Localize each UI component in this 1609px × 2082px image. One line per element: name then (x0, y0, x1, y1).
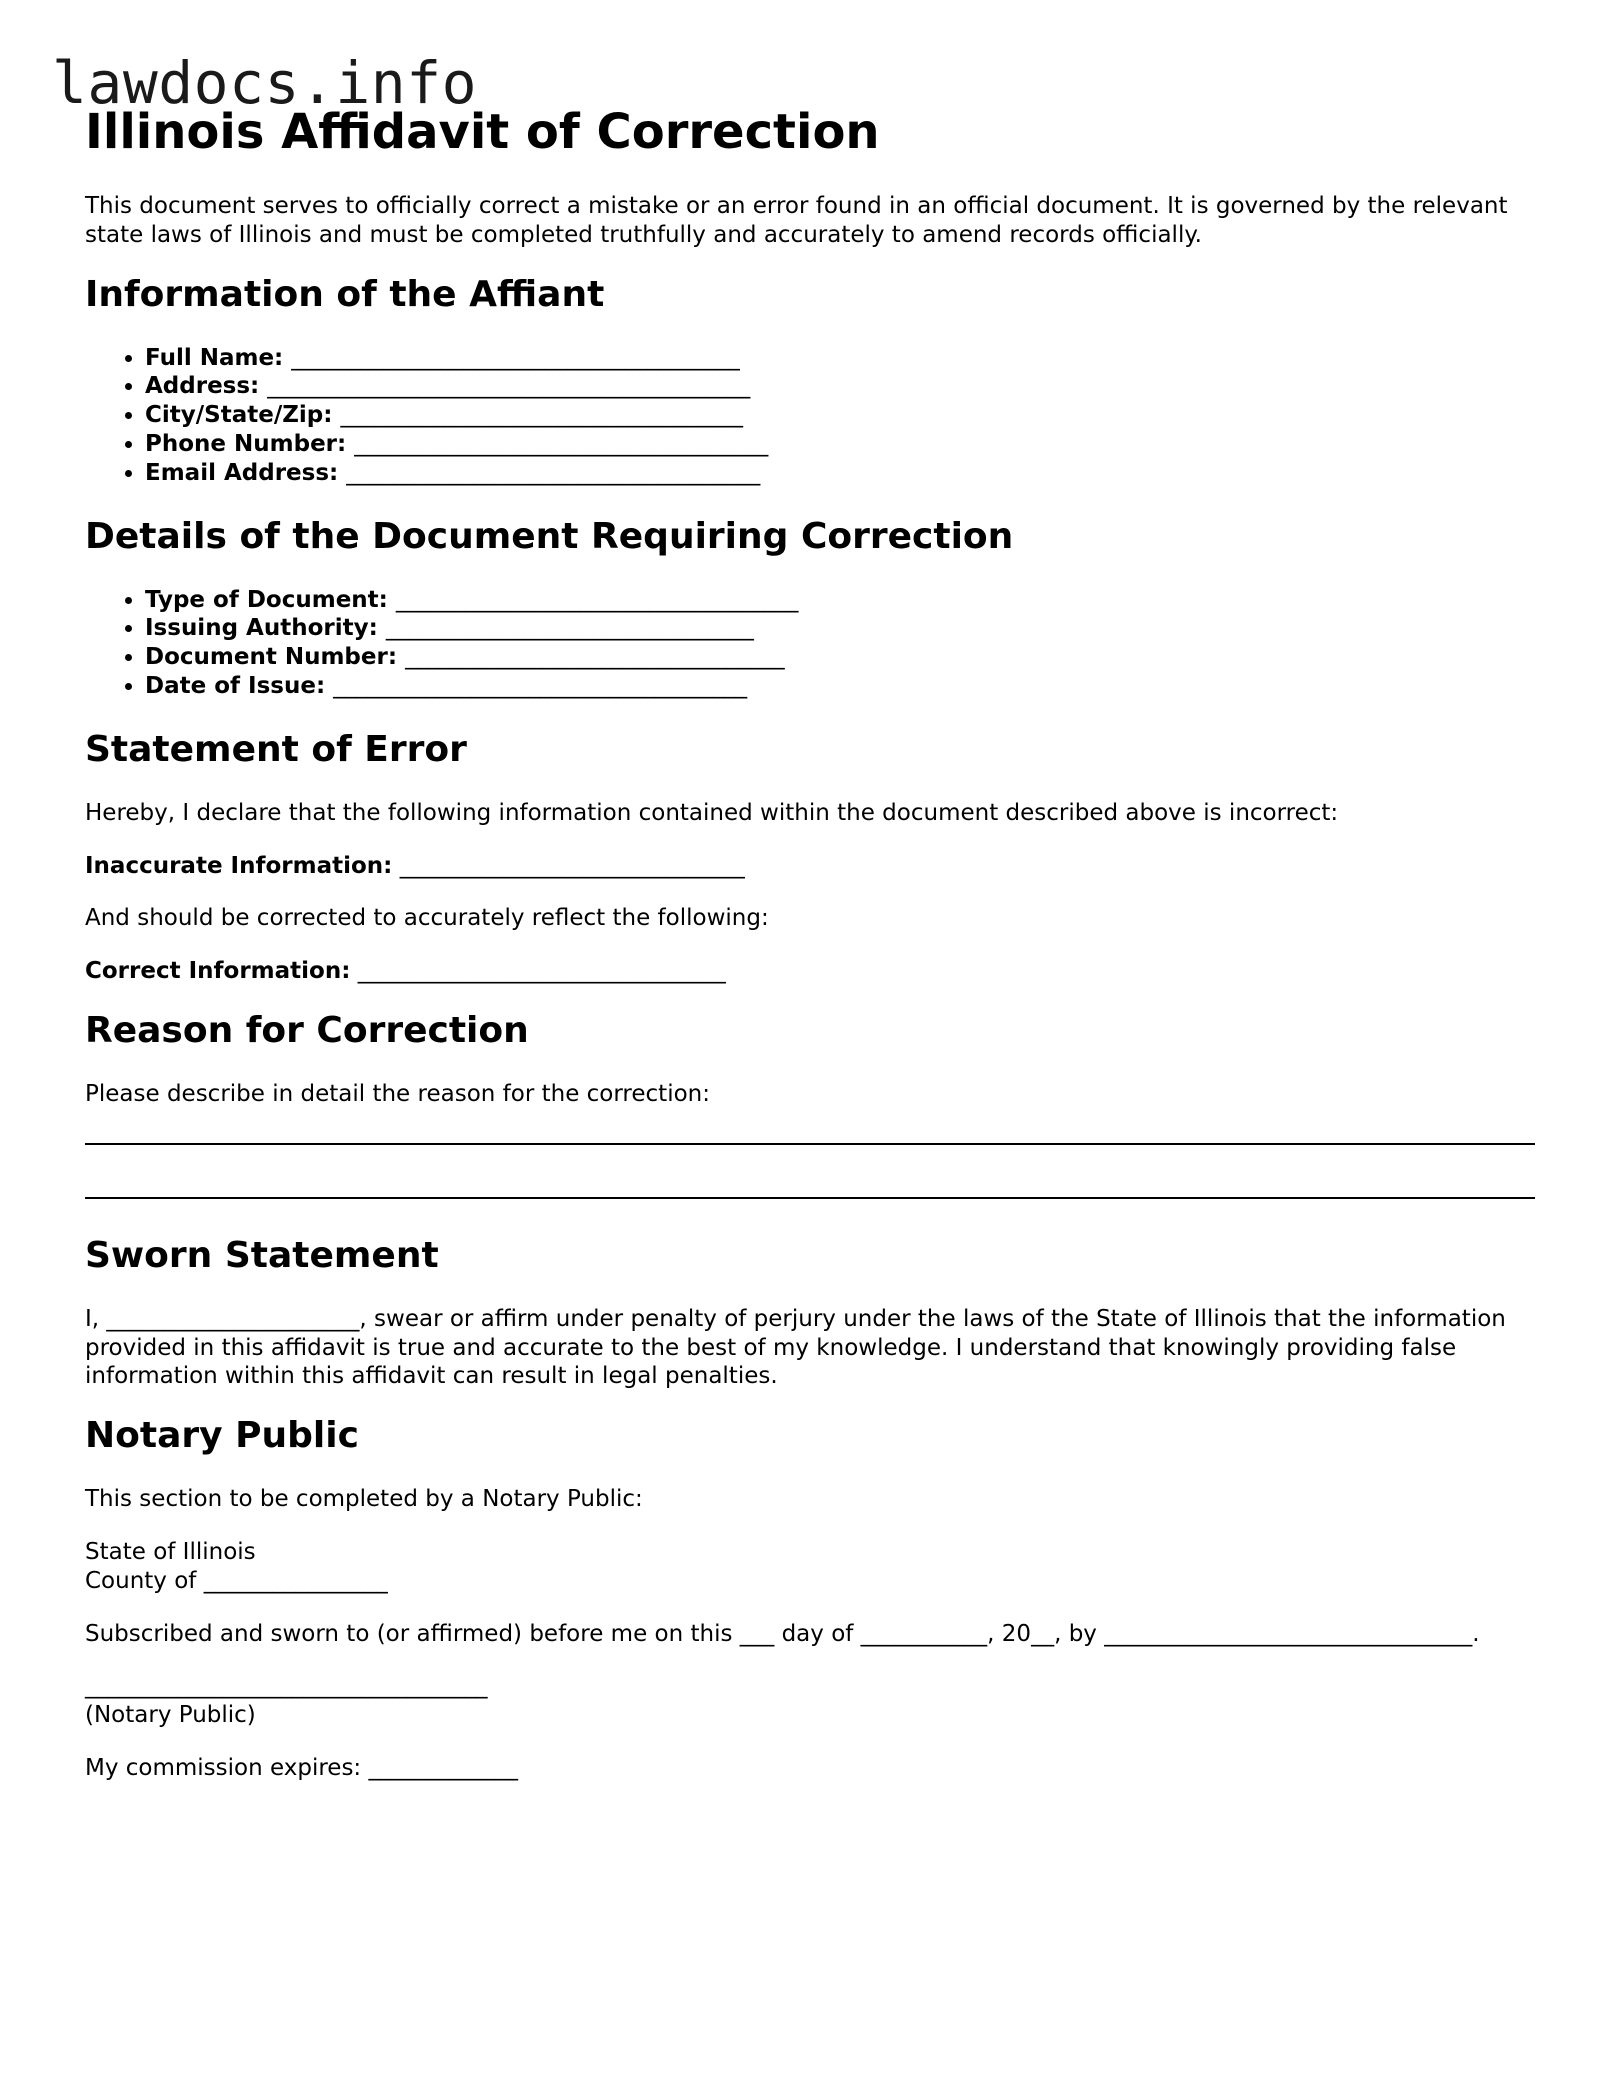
fill-blank: _______________________________________ (291, 344, 740, 371)
affiant-address-field (145, 372, 1535, 401)
notary-heading: Notary Public (85, 1415, 359, 1457)
affiant-phone-field (145, 430, 1535, 459)
fill-blank: ___________________________________ (395, 586, 799, 613)
field-label: Correct Information: (85, 958, 351, 985)
date-of-issue-field (145, 672, 1535, 701)
affiant-full-name-field (145, 344, 1535, 373)
notary-state: State of Illinois (85, 1538, 256, 1565)
fill-blank: ___________________________________ (340, 402, 743, 429)
field-label: Full Name: (145, 344, 284, 371)
document-title: Illinois Affidavit of Correction (85, 104, 880, 160)
document-body (85, 192, 1535, 1807)
inaccurate-information-field (85, 852, 1535, 881)
notary-signature-line: ___________________________________ (85, 1673, 488, 1700)
document-number-field (145, 643, 1535, 672)
notary-county: County of ________________ (85, 1567, 388, 1594)
document-type-field (145, 586, 1535, 615)
field-label: Type of Document: (145, 586, 388, 613)
reason-line-2 (85, 1197, 1535, 1199)
sworn-statement-heading: Sworn Statement (85, 1234, 439, 1276)
error-declaration: Hereby, I declare that the following information contained within the document described above is incorrect: (85, 799, 1339, 826)
reason-prompt: Please describe in detail the reason for the correction: (85, 1080, 710, 1107)
field-label: Inaccurate Information: (85, 852, 393, 879)
reason-heading: Reason for Correction (85, 1009, 529, 1051)
notary-subscribed: Subscribed and sworn to (or affirmed) before me on this ___ day of ___________, 20__, by ________________________________. (85, 1620, 1480, 1647)
document-details-heading: Details of the Document Requiring Correction (85, 515, 1014, 557)
fill-blank: _________________________________ (405, 644, 785, 671)
watermark: lawdocs.info (52, 49, 478, 117)
notary-commission: My commission expires: _____________ (85, 1754, 518, 1781)
field-label: Issuing Authority: (145, 615, 378, 642)
correction-intro: And should be corrected to accurately reflect the following: (85, 905, 769, 932)
intro-paragraph: This document serves to officially correct a mistake or an error found in an official document. It is governed by the relevant state laws of Illinois and must be completed truthfully and accurately to amend records officially. (85, 193, 1508, 248)
reason-line-1 (85, 1143, 1535, 1145)
affiant-heading: Information of the Affiant (85, 273, 605, 315)
field-label: Email Address: (145, 459, 339, 486)
fill-blank: __________________________________________ (267, 373, 751, 400)
issuing-authority-field (145, 614, 1535, 643)
notary-intro: This section to be completed by a Notary Public: (85, 1486, 643, 1513)
affiant-email-field (145, 459, 1535, 488)
statement-of-error-heading: Statement of Error (85, 728, 467, 770)
notary-signature-caption: (Notary Public) (85, 1702, 256, 1729)
field-label: Address: (145, 373, 260, 400)
fill-blank: ____________________________________ (346, 459, 761, 486)
field-label: Document Number: (145, 644, 398, 671)
affiant-fields-list (85, 344, 1535, 488)
fill-blank: ____________________________________ (333, 672, 748, 699)
field-label: Date of Issue: (145, 672, 326, 699)
fill-blank: ________________________________ (385, 615, 754, 642)
affiant-city-state-zip-field (145, 401, 1535, 430)
notary-signature-block (85, 1672, 1535, 1730)
fill-blank: ______________________________ (399, 852, 745, 879)
fill-blank: ____________________________________ (354, 430, 769, 457)
fill-blank: ________________________________ (357, 958, 726, 985)
sworn-statement-text: I, ______________________, swear or affirm under penalty of perjury under the laws of the State of Illinois that the information provided in this affidavit is true and accurate to the best of my knowledge. I understand that knowingly providing false information within this affidavit can result in legal penalties. (85, 1305, 1506, 1390)
notary-venue (85, 1538, 1535, 1596)
correct-information-field (85, 957, 1535, 986)
field-label: Phone Number: (145, 430, 347, 457)
document-details-list (85, 586, 1535, 701)
field-label: City/State/Zip: (145, 402, 333, 429)
